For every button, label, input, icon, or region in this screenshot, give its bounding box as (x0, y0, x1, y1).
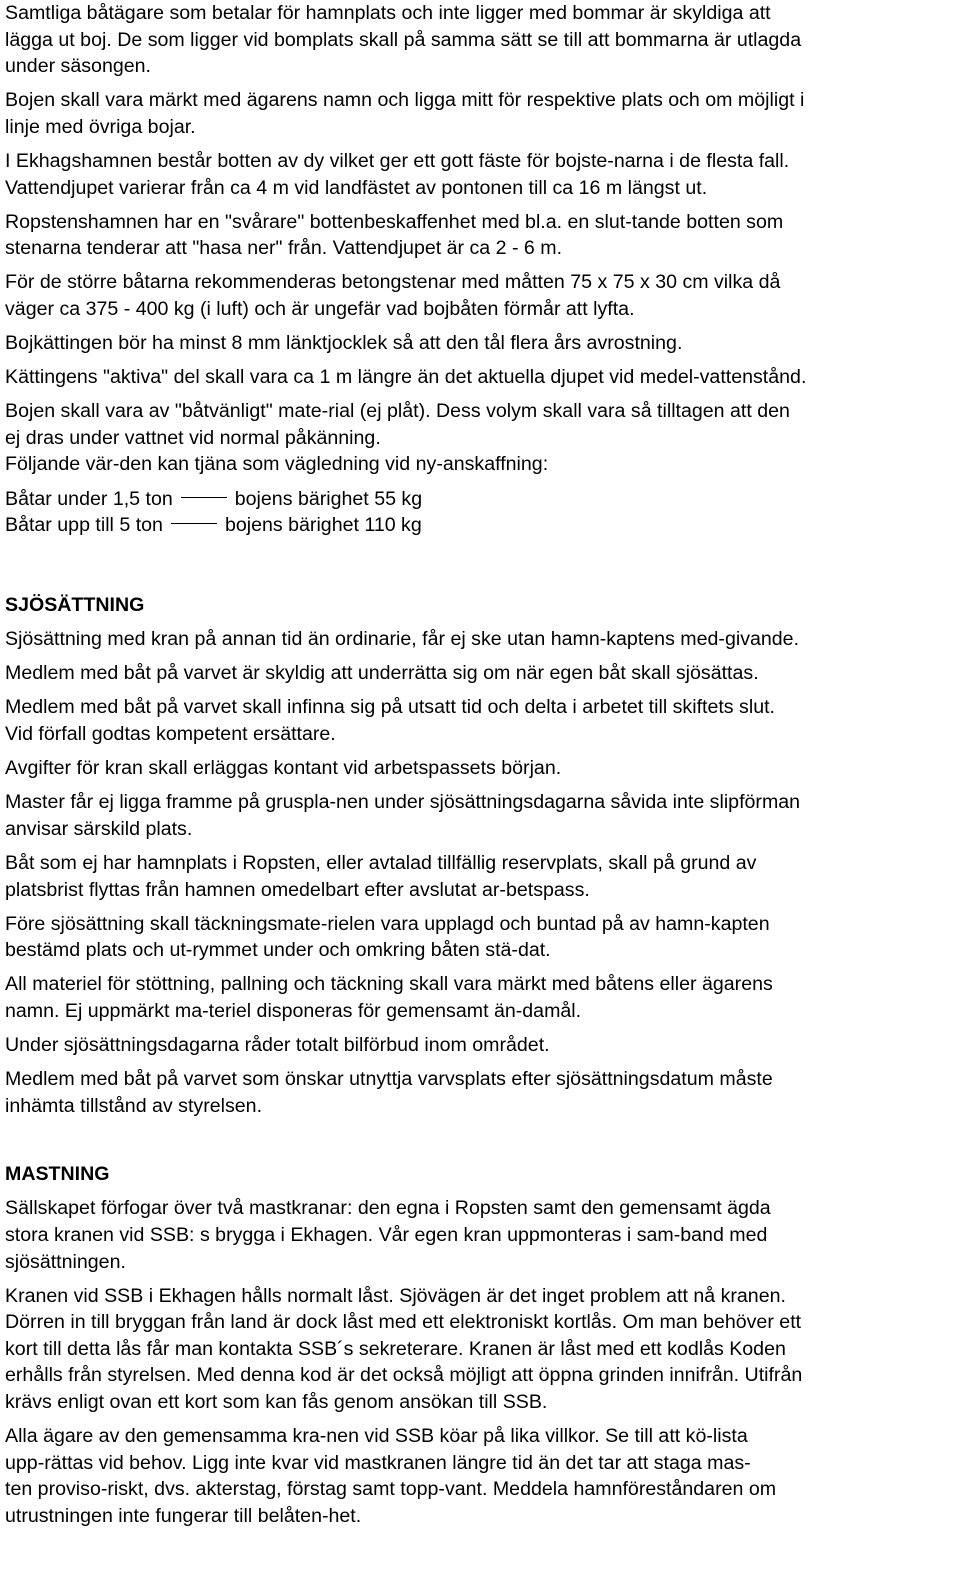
paragraph-ropstenshamnen-bottom: Ropstenshamnen har en "svårare" bottenbeskaffenhet med bl.a. en slut-tande botten som stenarna tenderar att "hasa ner" från. Vattendjupet är ca 2 - 6 m. (5, 210, 784, 260)
paragraph-concrete-stones: För de större båtarna rekommenderas betongstenar med måtten 75 x 75 x 30 cm vilka då väger ca 375 - 400 kg (i luft) och är ungefär vad bojbåten förmår att lyfta. (5, 271, 781, 320)
paragraph-chain-thickness: Bojkättingen bör ha minst 8 mm länktjocklek så att den tål flera års avrostning. (5, 332, 683, 355)
paragraph: All materiel för stöttning, pallning och täckning skall vara märkt med båtens eller ägarens namn. Ej uppmärkt ma-teriel disponeras för gemensamt än-damål. (5, 973, 773, 1022)
guidance-row (5, 486, 948, 513)
guidance-list (5, 486, 948, 539)
section-gap (5, 1127, 948, 1161)
paragraph: Alla ägare av den gemensamma kra-nen vid SSB köar på lika villkor. Se till att kö-lista upp-rättas vid behov. Ligg inte kvar vid mastkranen längre tid än det tar att staga mas- ten proviso-riskt, dvs. akterstag, förstag samt topp-vant. Meddela hamnföreståndaren om utrustningen inte fungerar till belåten-het. (5, 1425, 777, 1527)
section-gap (5, 539, 948, 592)
guidance-buoy-capacity: bojens bärighet 55 kg (234, 487, 423, 510)
em-dash-line (181, 497, 227, 498)
section-heading-sjosattning: SJÖSÄTTNING (5, 593, 145, 616)
paragraph: Sjösättning med kran på annan tid än ordinarie, får ej ske utan hamn-kaptens med-givande. (5, 628, 800, 651)
guidance-boat-size: Båtar under 1,5 ton (5, 487, 173, 510)
paragraph: Master får ej ligga framme på gruspla-nen under sjösättningsdagarna såvida inte slipförman anvisar särskild plats. (5, 791, 801, 840)
section-heading-mastning: MASTNING (5, 1162, 110, 1185)
paragraph: Avgifter för kran skall erläggas kontant vid arbetspassets början. (5, 757, 562, 780)
paragraph: Båt som ej har hamnplats i Ropsten, eller avtalad tillfällig reservplats, skall på grund av platsbrist flyttas från hamnen omedelbart efter avslutat ar-betspass. (5, 851, 757, 901)
paragraph: Kranen vid SSB i Ekhagen hålls normalt låst. Sjövägen är det inget problem att nå kranen. Dörren in till bryggan från land är dock låst med ett elektroniskt kortlås. Om man behöver ett kort till detta lås får man kontakta SSB´s sekreterare. Kranen är låst med ett kodlås Koden erhålls från styrelsen. Med denna kod är det också möjligt att öppna grinden innifrån. Utifrån krävs enligt ovan ett kort som kan fås genom ansökan till SSB. (5, 1284, 803, 1414)
paragraph-buoy-marking: Bojen skall vara märkt med ägarens namn och ligga mitt för respektive plats och om möjligt i linje med övriga bojar. (5, 89, 805, 138)
paragraph: Medlem med båt på varvet skall infinna sig på utsatt tid och delta i arbetet till skiftets slut. Vid förfall godtas kompetent ersättare. (5, 696, 775, 746)
paragraph: Före sjösättning skall täckningsmate-rielen vara upplagd och buntad på av hamn-kapten bestämd plats och ut-rymmet under och omkring båten stä-dat. (5, 912, 770, 962)
paragraph: Sällskapet förfogar över två mastkranar: den egna i Ropsten samt den gemensamt ägda stora kranen vid SSB: s brygga i Ekhagen. Vår egen kran uppmonteras i sam-band med sjösättningen. (5, 1197, 771, 1273)
guidance-boat-size: Båtar upp till 5 ton (5, 514, 163, 537)
paragraph-chain-active-length: Kättingens "aktiva" del skall vara ca 1 m längre än det aktuella djupet vid medel-vattenstånd. (5, 366, 807, 389)
em-dash-line (171, 523, 217, 524)
paragraph-buoy-obligation: Samtliga båtägare som betalar för hamnplats och inte ligger med bommar är skyldiga att lägga ut boj. De som ligger vid bomplats skall på samma sätt se till att bommarna är utlagda under säsongen. (5, 2, 802, 78)
paragraph-guidance-intro: Följande vär-den kan tjäna som vägledning vid ny-anskaffning: (5, 453, 549, 476)
guidance-buoy-capacity: bojens bärighet 110 kg (224, 514, 422, 537)
section-masting (5, 1161, 948, 1530)
section-launching (5, 592, 948, 1120)
paragraph-buoy-material: Bojen skall vara av "båtvänligt" mate-rial (ej plåt). Dess volym skall vara så tilltagen att den ej dras under vattnet vid normal påkänning. (5, 400, 790, 449)
paragraph: Medlem med båt på varvet som önskar utnyttja varvsplats efter sjösättningsdatum måste inhämta tillstånd av styrelsen. (5, 1068, 773, 1117)
paragraph: Under sjösättningsdagarna råder totalt bilförbud inom området. (5, 1034, 550, 1056)
guidance-row (5, 512, 948, 539)
section-mooring (5, 0, 948, 539)
paragraph-ekhagshamnen-bottom: I Ekhagshamnen består botten av dy vilket ger ett gott fäste för bojste-narna i de flesta fall. Vattendjupet varierar från ca 4 m vid landfästet av pontonen till ca 16 m längst ut. (5, 149, 790, 199)
paragraph: Medlem med båt på varvet är skyldig att underrätta sig om när egen båt skall sjösättas. (5, 662, 759, 685)
